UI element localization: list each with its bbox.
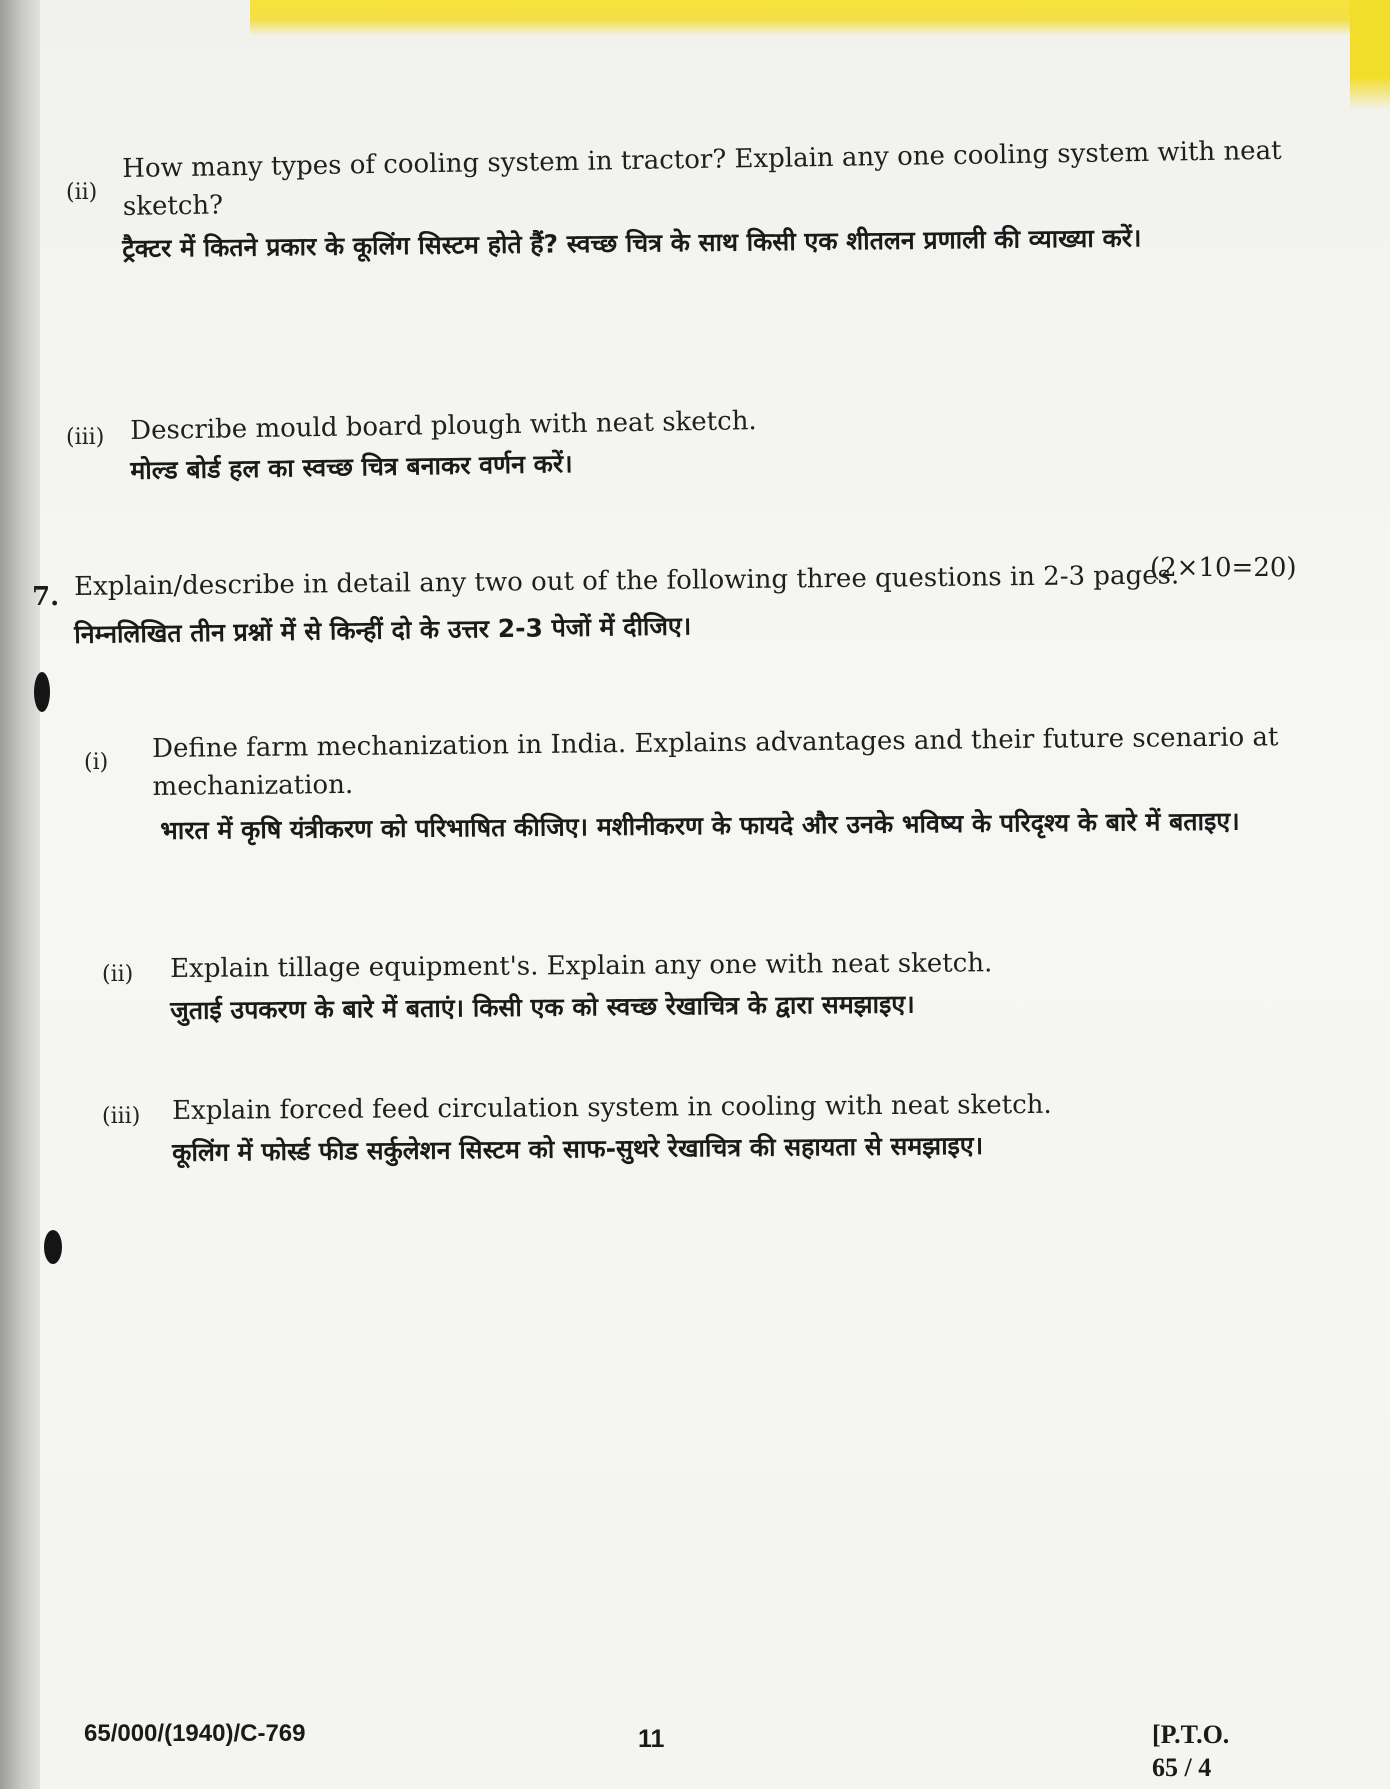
question-number: 7. (32, 582, 60, 612)
question-text-hindi: कूलिंग में फोर्स्ड फीड सर्कुलेशन सिस्टम को साफ-सुथरे रेखाचित्र की सहायता से समझाइए। (172, 1130, 984, 1167)
page-number: 11 (638, 1725, 665, 1753)
exam-page (32, 0, 1390, 1789)
question-text-english: Describe mould board plough with neat sketch. (130, 406, 757, 446)
marks-allocation: (2×10=20) (1150, 553, 1297, 583)
punch-hole-mark (34, 672, 50, 712)
pto-label: [P.T.O. (1152, 1720, 1230, 1749)
yellow-corner (1350, 0, 1390, 110)
question-text-hindi: ट्रैक्टर में कितने प्रकार के कूलिंग सिस्टम होते हैं? स्वच्छ चित्र के साथ किसी एक शीतलन प्रणाली की व्याख्या करें। (122, 223, 1142, 263)
question-text-english: Explain tillage equipment's. Explain any one with neat sketch. (170, 948, 993, 984)
question-text-english: Define farm mechanization in India. Explains advantages and their future scenario at mechanization. (152, 722, 1279, 802)
set-code: 65 / 4 (1152, 1753, 1212, 1782)
question-number: (ii) (102, 962, 134, 987)
punch-hole-mark (44, 1230, 62, 1264)
paper-code: 65/000/(1940)/C-769 (84, 1720, 306, 1747)
question-number: (iii) (102, 1104, 141, 1129)
question-text-hindi: मोल्ड बोर्ड हल का स्वच्छ चित्र बनाकर वर्णन करें। (130, 449, 573, 485)
question-text-english: Explain/describe in detail any two out of the following three questions in 2-3 pages. (74, 560, 1180, 602)
question-text-hindi: जुताई उपकरण के बारे में बताएं। किसी एक को स्वच्छ रेखाचित्र के द्वारा समझाइए। (170, 989, 915, 1025)
question-number: (ii) (66, 180, 98, 205)
question-text-english: How many types of cooling system in tractor? Explain any one cooling system with neat sketch? (122, 135, 1282, 222)
question-number: (iii) (66, 425, 105, 450)
question-text-english: Explain forced feed circulation system in cooling with neat sketch. (172, 1089, 1052, 1126)
question-number: (i) (84, 750, 109, 775)
question-text-hindi: भारत में कृषि यंत्रीकरण को परिभाषित कीजिए। मशीनीकरण के फायदे और उनके भविष्य के परिदृश्य के बारे में बताइए। (160, 806, 1240, 845)
question-text-hindi: निम्नलिखित तीन प्रश्नों में से किन्हीं दो के उत्तर 2-3 पेजों में दीजिए। (74, 611, 692, 649)
yellow-paper-edge (250, 0, 1390, 36)
